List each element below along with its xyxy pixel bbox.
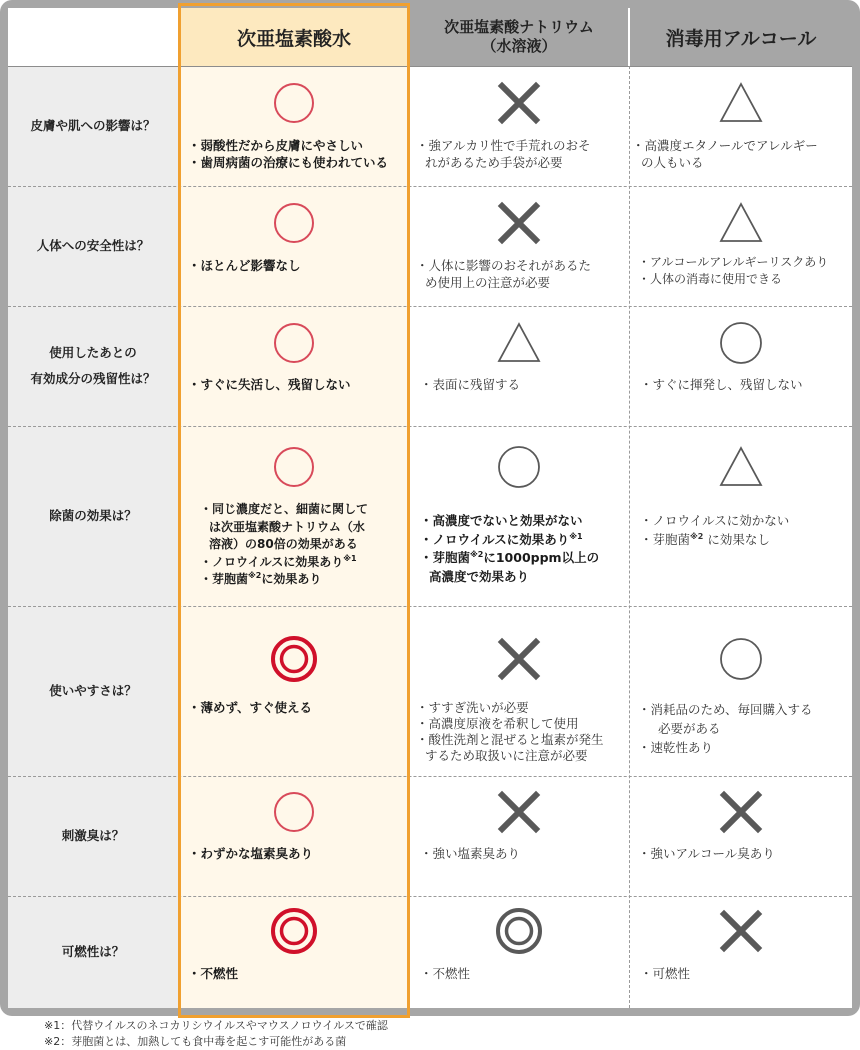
header-hypochlorous-label: 次亜塩素酸水	[236, 27, 351, 50]
cell-hypochlorous-safety	[180, 186, 408, 306]
cell-description	[638, 700, 813, 757]
question-usability	[8, 606, 178, 776]
description-line: は次亜塩素酸ナトリウム（水	[209, 519, 365, 534]
cell-description	[188, 845, 313, 862]
description-line: ・ノロウイルスに効かない	[640, 513, 790, 528]
description-line: ・酸性洗剤と混ぜると塩素が発生	[416, 732, 604, 747]
description-line: ・すぐに失活し、残留しない	[188, 377, 351, 392]
cross-icon	[410, 198, 628, 248]
cell-hypochlorous-usability	[180, 606, 408, 776]
description-text: ・ノロウイルスに効果あり	[420, 531, 570, 547]
cell-description	[188, 257, 301, 274]
description-text: に効果なし	[703, 532, 770, 547]
description-line: ・強いアルコール臭あり	[638, 846, 775, 861]
description-text: ・ノロウイルスに効果あり	[200, 554, 344, 569]
description-line: ・強アルカリ性で手荒れのおそ	[416, 138, 591, 153]
description-line: 溶液）の80倍の効果がある	[209, 537, 358, 551]
question-flammability	[8, 896, 178, 1008]
cell-description	[416, 257, 591, 291]
description-line: 高濃度で効果あり	[429, 568, 530, 584]
cell-sodium-safety	[410, 186, 628, 306]
circle-icon	[180, 787, 408, 837]
cell-description	[640, 965, 690, 982]
description-line: ・人体の消毒に使用できる	[638, 272, 783, 286]
cell-description	[638, 254, 828, 288]
triangle-icon	[630, 198, 852, 248]
cell-sodium-residue	[410, 306, 628, 426]
cell-alcohol-residue	[630, 306, 852, 426]
question-label: 除菌の効果は？	[49, 508, 137, 524]
description-line: ・不燃性	[420, 966, 471, 981]
cell-description	[416, 700, 604, 764]
question-residue	[8, 306, 178, 426]
description-line: ・速乾性あり	[638, 740, 714, 755]
description-line: ・ほとんど影響なし	[188, 258, 301, 273]
question-label: 有効成分の残留性は？	[30, 371, 156, 386]
circle-icon	[180, 198, 408, 248]
description-text: ・芽胞菌	[200, 572, 249, 586]
double-circle-icon	[180, 634, 408, 684]
cell-alcohol-safety	[630, 186, 852, 306]
question-label: 皮膚や肌への影響は？	[30, 118, 156, 134]
description-line: ・高濃度エタノールでアレルギー	[632, 138, 818, 153]
description-line: ・人体に影響のおそれがあるた	[416, 258, 592, 273]
footnote-2: ※2：芽胞菌とは、加熱しても食中毒を起こす可能性がある菌	[44, 1035, 347, 1048]
cell-hypochlorous-odor	[180, 776, 408, 896]
cell-hypochlorous-residue	[180, 306, 408, 426]
question-label: 使いやすさは？	[49, 683, 137, 699]
question-odor	[8, 776, 178, 896]
header-hypochlorous	[180, 8, 408, 66]
double-circle-icon	[410, 906, 628, 956]
footnotes	[44, 1018, 388, 1050]
header-sodium-sublabel: （水溶液）	[481, 37, 557, 55]
cell-description	[420, 512, 599, 586]
description-line: するため取扱いに注意が必要	[425, 748, 588, 763]
question-effect	[8, 426, 178, 606]
triangle-icon	[630, 442, 852, 492]
cell-description	[640, 511, 789, 549]
header-sodium	[410, 8, 628, 66]
description-line	[420, 549, 599, 568]
description-line: ・不燃性	[188, 966, 239, 981]
description-line: 必要がある	[658, 721, 721, 736]
cell-description	[188, 965, 238, 982]
description-line: ・わずかな塩素臭あり	[188, 846, 314, 861]
cell-alcohol-odor	[630, 776, 852, 896]
cell-description	[640, 376, 803, 393]
header-sodium-label: 次亜塩素酸ナトリウム	[444, 18, 594, 37]
cell-description	[632, 137, 818, 171]
double-circle-icon	[180, 906, 408, 956]
question-safety	[8, 186, 178, 306]
circle-icon	[180, 442, 408, 492]
cell-sodium-effect	[410, 426, 628, 606]
question-label: 人体への安全性は？	[36, 238, 150, 254]
description-text: に効果あり	[261, 572, 322, 586]
cell-sodium-odor	[410, 776, 628, 896]
cell-description	[188, 137, 388, 171]
cell-hypochlorous-flammability	[180, 896, 408, 1008]
cell-hypochlorous-skin	[180, 66, 408, 186]
footnote-ref: ※2	[690, 532, 704, 541]
question-skin	[8, 66, 178, 186]
footnote-ref: ※2	[248, 571, 262, 580]
description-line: ・消耗品のため、毎回購入する	[638, 702, 813, 717]
description-line	[200, 554, 368, 572]
cell-description	[638, 845, 775, 862]
cross-icon	[410, 78, 628, 128]
description-line: ・高濃度原液を希釈して使用	[416, 716, 579, 731]
description-line: ・アルコールアレルギーリスクあり	[638, 255, 829, 269]
cell-alcohol-skin	[630, 66, 852, 186]
description-text: ・芽胞菌	[420, 550, 471, 565]
description-line: ・薄めず、すぐ使える	[188, 700, 313, 715]
circle-icon	[180, 78, 408, 128]
description-line: ・すぐに揮発し、残留しない	[640, 377, 803, 392]
cell-description	[200, 501, 368, 589]
description-line: ・可燃性	[640, 966, 691, 981]
triangle-icon	[630, 78, 852, 128]
description-line	[200, 571, 368, 589]
description-line: め使用上の注意が必要	[425, 275, 551, 290]
cell-alcohol-usability	[630, 606, 852, 776]
description-line	[640, 530, 789, 549]
question-label: 使用したあとの	[49, 345, 137, 361]
header-alcohol	[630, 8, 852, 66]
cross-icon	[410, 787, 628, 837]
cell-alcohol-flammability	[630, 896, 852, 1008]
description-line	[420, 531, 599, 550]
description-line: ・同じ濃度だと、細菌に関して	[200, 502, 369, 516]
footnote-1: ※1：代替ウイルスのネコカリシウイルスやマウスノロウイルスで確認	[44, 1019, 388, 1032]
cross-icon	[410, 634, 628, 684]
description-line: ・高濃度でないと効果がない	[420, 513, 583, 528]
description-line: れがあるため手袋が必要	[425, 155, 563, 170]
cell-sodium-skin	[410, 66, 628, 186]
footnote-ref: ※1	[569, 531, 583, 541]
triangle-icon	[410, 318, 628, 368]
description-line: ・歯周病菌の治療にも使われている	[188, 155, 389, 170]
cell-description	[420, 965, 470, 982]
circle-icon	[630, 318, 852, 368]
description-line: の人もいる	[641, 155, 704, 170]
cell-sodium-flammability	[410, 896, 628, 1008]
circle-icon	[180, 318, 408, 368]
question-label: 刺激臭は？	[61, 828, 125, 844]
description-line: ・表面に残留する	[420, 377, 521, 392]
circle-icon	[410, 442, 628, 492]
description-line: ・弱酸性だから皮膚にやさしい	[188, 138, 364, 153]
cell-description	[420, 376, 520, 393]
cell-sodium-usability	[410, 606, 628, 776]
cell-alcohol-effect	[630, 426, 852, 606]
cell-hypochlorous-effect	[180, 426, 408, 606]
question-label: 可燃性は？	[61, 944, 125, 960]
cross-icon	[630, 787, 852, 837]
cell-description	[188, 699, 312, 716]
description-line: ・すすぎ洗いが必要	[416, 700, 529, 715]
header-alcohol-label: 消毒用アルコール	[665, 27, 817, 50]
footnote-ref: ※2	[470, 550, 484, 559]
circle-icon	[630, 634, 852, 684]
footnote-ref: ※1	[343, 553, 357, 563]
description-line: ・強い塩素臭あり	[420, 846, 521, 861]
description-text: ・芽胞菌	[640, 532, 691, 547]
cell-description	[420, 845, 520, 862]
cell-description	[188, 376, 351, 393]
cell-description	[416, 137, 591, 171]
cross-icon	[630, 906, 852, 956]
description-text: に1000ppm以上の	[483, 550, 600, 565]
